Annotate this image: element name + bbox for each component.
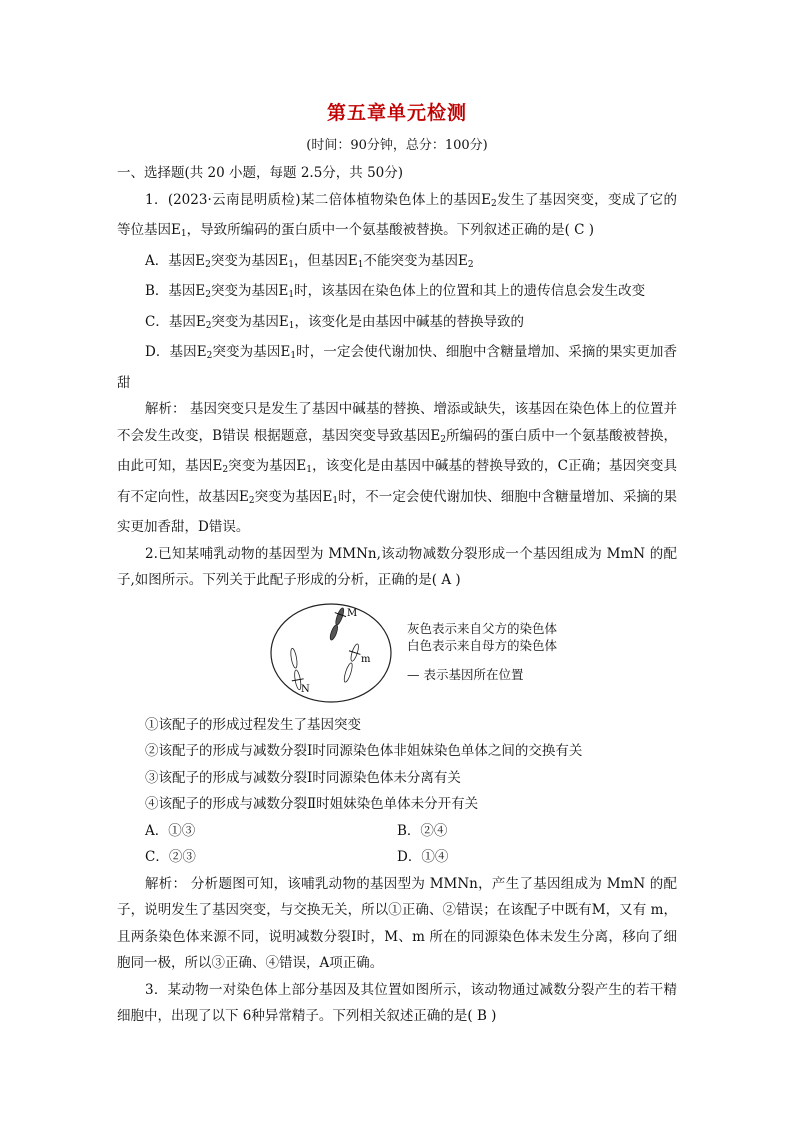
q2-option-a: A．①③ [145, 822, 196, 839]
q2-stem: 2.已知某哺乳动物的基因型为 MMNn,该动物减数分裂形成一个基因组成为 MmN 的配子,如图所示。下列关于此配子形成的分析，正确的是( A ) [117, 545, 677, 588]
q1-option-b: B．基因$E_2$突变为基因$E_1$时，该基因在染色体上的位置和其上的遗传信息会发生改变 [145, 283, 646, 300]
q1-option-c: C．基因$E_2$突变为基因$E_1$，该变化是由基因中碱基的替换导致的 [145, 313, 525, 331]
legend-paternal: 灰色表示来自父方的染色体 [407, 620, 558, 636]
q2-item-1: ①该配子的形成过程发生了基因突变 [145, 716, 361, 733]
legend-gene-position: — 表示基因所在位置 [407, 666, 524, 682]
page-title: 第五章单元检测 [326, 102, 467, 124]
q1-option-a: A．基因$E_2$突变为基因$E_1$，但基因$E_1$不能突变为基因$E_2$ [145, 252, 474, 270]
q2-item-3: ③该配子的形成与减数分裂Ⅰ时同源染色体未分离有关 [145, 769, 461, 786]
figure-legend [407, 620, 557, 683]
q2-item-2: ②该配子的形成与减数分裂Ⅰ时同源染色体非姐妹染色单体之间的交换有关 [145, 743, 583, 759]
q2-option-c: C．②③ [145, 849, 196, 865]
q2-analysis: 解析： 分析题图可知，该哺乳动物的基因型为 MMNn，产生了基因组成为 MmN 的配子，说明发生了基因突变，与交换无关，所以①正确、②错误；在该配子中既有M，又有 m，且两条染色体来源不同，说明减数分裂Ⅰ时，M、m 所在的同源染色体未发生分离，移向了细胞同一极，所以③正确、④错误，A项正确。 [117, 875, 677, 971]
content [117, 160, 677, 1030]
q1-analysis: 解析： 基因突变只是发生了基因中碱基的替换、增添或缺失，该基因在染色体上的位置并不会发生改变，B错误 根据题意，基因突变导致基因$E_2$所编码的蛋白质中一个氨基酸被替换，由此可知，基因$E_2$突变为基因$E_1$，该变化是由基因中碱基的替换导致的，C正确；基因突变具有不定向性，故基因$E_2$突变为基因$E_1$时，不一定会使代谢加快、细胞中含糖量增加、采摘的果实更加香甜，D错误。 [117, 401, 677, 535]
q2-option-d: D．①④ [397, 849, 449, 865]
q2-option-b: B．②④ [397, 822, 448, 839]
gamete-figure [117, 600, 677, 706]
section-heading: 一、选择题(共 20 小题，每题 2.5分，共 50分) [117, 165, 404, 181]
chromosome-m-lower [339, 642, 363, 684]
gene-label-m-lower: m [361, 653, 371, 665]
legend-maternal: 白色表示来自母方的染色体 [407, 637, 558, 653]
exam-info: (时间：90分钟，总分：100分) [306, 138, 488, 153]
gene-label-n: N [301, 683, 310, 695]
cell-membrane [271, 604, 391, 702]
q2-options-row-2 [117, 844, 677, 871]
q2-item-4: ④该配子的形成与减数分裂Ⅱ时姐妹染色单体未分开有关 [145, 796, 479, 812]
q1-option-d: D．基因$E_2$突变为基因$E_1$时，一定会使代谢加快、细胞中含糖量增加、采摘的果实更加香甜 [117, 344, 677, 391]
chromosome-m-upper [326, 605, 349, 641]
q3-stem: 3．某动物一对染色体上部分基因及其位置如图所示，该动物通过减数分裂产生的若干精细胞中，出现了以下 6种异常精子。下列相关叙述正确的是( B ) [117, 981, 677, 1024]
q1-stem: 1．(2023·云南昆明质检)某二倍体植物染色体上的基因$E_2$发生了基因突变，变成了它的等位基因$E_1$，导致所编码的蛋白质中一个氨基酸被替换。下列叙述正确的是( C ) [117, 191, 678, 239]
gene-label-m-upper: M [347, 607, 358, 619]
q2-options-row-1 [117, 818, 677, 845]
